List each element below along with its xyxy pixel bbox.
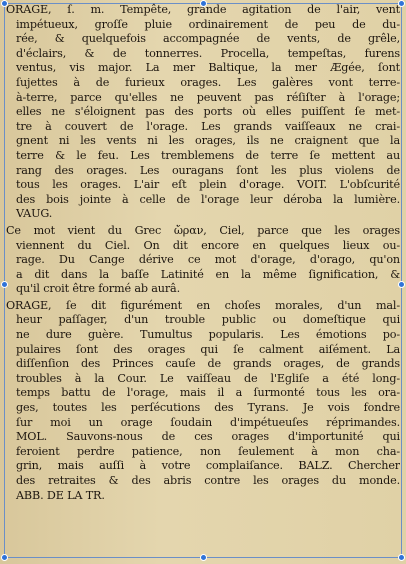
text-line: impétueux, groſſe pluie ordinairement de peu de du- (16, 17, 400, 31)
text-line: ges, toutes les perſécutions des Tyrans. Je vois fondre (16, 401, 400, 415)
text-line: rage. Du Cange dérive ce mot d'orage, d'orago, qu'on (16, 253, 400, 267)
text-line: heur paſſager, d'un trouble public ou domeſtique qui (16, 313, 400, 327)
dictionary-text (6, 3, 400, 503)
text-line: à-terre, parce qu'elles ne peuvent pas réſiſter à l'orage; (16, 90, 400, 104)
text-line: ORAGE, ſ. m. Tempête, grande agitation de l'air, vent (6, 3, 400, 16)
text-line: des bois jointe à celle de l'orage leur déroba la lumière. (16, 192, 400, 206)
text-line: rang des orages. Les ouragans ſont les plus violens de (16, 163, 400, 177)
text-line: ſujettes à de furieux orages. Les galères vont terre- (16, 75, 400, 89)
text-line: tous les orages. L'air eſt plein d'orage. VOIT. L'obſcurité (16, 178, 400, 192)
text-line: ORAGE, ſe dit figurément en choſes morales, d'un mal- (6, 298, 400, 312)
text-line: terre & le feu. Les tremblemens de terre ſe mettent au (16, 148, 400, 162)
text-line: des retraites & des abris contre les orages du monde. (16, 474, 400, 487)
etymology-paragraph (6, 224, 400, 297)
text-line: tre à couvert de l'orage. Les grands vaiſſeaux ne crai- (16, 119, 400, 133)
figurative-paragraph (6, 299, 400, 503)
text-line: grin, mais auſſi à votre complaiſance. BALZ. Chercher (16, 459, 400, 473)
text-line: MOL. Sauvons-nous de ces orages d'importunité qui (16, 430, 400, 444)
author-citation: ABB. DE LA TR. (16, 488, 105, 502)
text-line: d'éclairs, & de tonnerres. Procella, tempeſtas, furens (16, 46, 400, 60)
resize-handle-bottom-right[interactable] (398, 554, 405, 561)
text-line: troubles à la Cour. Le vaiſſeau de l'Egliſe a été long- (16, 371, 400, 385)
text-line: feroient perdre patience, non ſeulement à mon cha- (16, 444, 400, 458)
resize-handle-bottom-left[interactable] (1, 554, 8, 561)
entry-orage (6, 3, 400, 222)
text-line: gnent ni les vents ni les orages, ils ne craignent que la (16, 134, 400, 148)
text-line: temps battu de l'orage, mais il a ſurmonté tous les ora- (16, 386, 400, 400)
text-line: Ce mot vient du Grec ὤραν, Ciel, parce que les orages (6, 223, 400, 237)
text-line: a dit dans la baſſe Latinité en la même ſignification, & (16, 267, 400, 281)
text-line: qu'il croit être formé ab aurâ. (16, 282, 180, 296)
text-line: diſſenſion des Princes cauſe de grands orages, de grands (16, 357, 400, 371)
text-line: ventus, vis major. La mer Baltique, la mer Ægée, ſont (16, 61, 400, 75)
text-line: ſur moi un orage ſoudain d'impétueuſes réprimandes. (16, 415, 400, 429)
text-line: viennent du Ciel. On dit encore en quelques lieux ou- (16, 238, 400, 252)
resize-handle-bottom-center[interactable] (200, 554, 207, 561)
text-line: elles ne s'éloignent pas des ports où elles puiſſent ſe met- (16, 105, 400, 119)
text-line: rée, & quelquefois accompagnée de vents, de grêle, (16, 32, 400, 46)
text-line: ne dure guère. Tumultus popularis. Les émotions po- (16, 328, 400, 342)
author-citation: VAUG. (16, 207, 53, 221)
text-line: pulaires ſont des orages qui ſe calment aiſément. La (16, 342, 400, 356)
